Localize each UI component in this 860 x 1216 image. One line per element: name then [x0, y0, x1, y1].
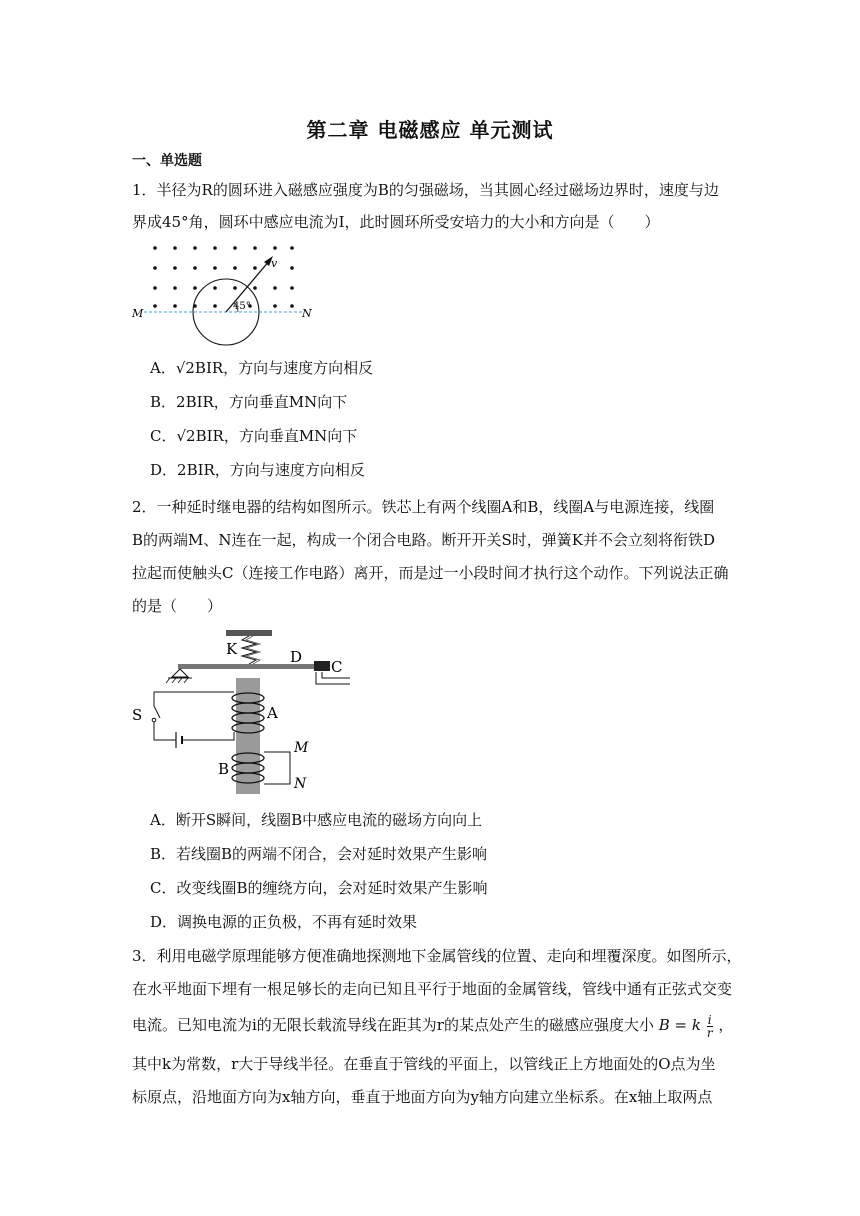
label-b: B	[218, 760, 230, 778]
q3-text-line-2: 在水平地面下埋有一根足够长的走向已知且平行于地面的金属管线，管线中通有正弦式交变	[132, 980, 733, 998]
q1-option-a[interactable]: A．√2BIR，方向与速度方向相反	[150, 359, 374, 377]
formula-fraction	[707, 1014, 713, 1039]
q2-text-line-2: B的两端M、N连在一起，构成一个闭合电路。断开开关S时，弹簧K并不会立刻将衔铁D	[132, 531, 716, 549]
q3-line-3-end: ，	[718, 1016, 734, 1034]
q2-option-b[interactable]: B．若线圈B的两端不闭合，会对延时效果产生影响	[150, 845, 488, 863]
switch-s	[154, 706, 160, 718]
label-d: D	[290, 648, 303, 666]
q2-text-line-1: 2．一种延时继电器的结构如图所示。铁芯上有两个线圈A和B，线圈A与电源连接，线圈	[132, 498, 715, 516]
label-c: C	[331, 658, 343, 676]
label-m: M	[294, 740, 309, 756]
page-title: 第二章 电磁感应 单元测试	[306, 118, 554, 142]
label-m: M	[132, 307, 144, 320]
q1-figure-magnetic-field	[130, 238, 320, 350]
q2-text-line-3: 拉起而使触头C（连接工作电路）离开，而是过一小段时间才执行这个动作。下列说法正确	[132, 564, 729, 582]
q1-option-d[interactable]: D．2BIR，方向与速度方向相反	[150, 461, 365, 479]
q2-figure-delay-relay	[130, 628, 360, 796]
q1-option-b[interactable]: B．2BIR，方向垂直MN向下	[150, 393, 348, 411]
label-a: A	[267, 704, 278, 722]
q3-text-line-3	[132, 1012, 732, 1039]
q1-text-line-1: 1．半径为R的圆环进入磁感应强度为B的匀强磁场，当其圆心经过磁场边界时，速度与边	[132, 181, 719, 199]
formula-numerator: i	[707, 1012, 712, 1027]
label-n: N	[294, 776, 307, 792]
label-45deg: 45°	[233, 301, 251, 312]
q3-text-line-1: 3．利用电磁学原理能够方便准确地探测地下金属管线的位置、走向和埋覆深度。如图所示，	[132, 947, 742, 965]
q3-line-3-text: 电流。已知电流为i的无限长载流导线在距其为r的某点处产生的磁感应强度大小	[132, 1016, 654, 1034]
formula-lhs: B = k	[658, 1016, 701, 1034]
q2-option-c[interactable]: C．改变线圈B的缠绕方向，会对延时效果产生影响	[150, 879, 488, 897]
formula-denominator: r	[706, 1025, 713, 1040]
q3-text-line-5: 标原点，沿地面方向为x轴方向，垂直于地面方向为y轴方向建立坐标系。在x轴上取两点	[132, 1088, 713, 1106]
label-k: K	[226, 640, 238, 658]
q2-option-d[interactable]: D．调换电源的正负极，不再有延时效果	[150, 913, 418, 931]
q3-text-line-4: 其中k为常数，r大于导线半径。在垂直于管线的平面上，以管线正上方地面处的O点为坐	[132, 1055, 716, 1073]
q1-text-line-2: 界成45°角，圆环中感应电流为I，此时圆环所受安培力的大小和方向是（ ）	[132, 213, 660, 231]
label-v: v	[271, 257, 278, 270]
iron-core	[236, 678, 260, 794]
section-heading: 一、单选题	[132, 153, 202, 169]
label-n: N	[302, 307, 312, 320]
field-dots	[153, 246, 294, 308]
q1-option-c[interactable]: C．√2BIR，方向垂直MN向下	[150, 427, 358, 445]
q2-text-line-4: 的是（ ）	[132, 597, 223, 615]
q2-option-a[interactable]: A．断开S瞬间，线圈B中感应电流的磁场方向向上	[150, 811, 483, 829]
spring-support	[226, 630, 272, 636]
label-s: S	[132, 706, 143, 724]
